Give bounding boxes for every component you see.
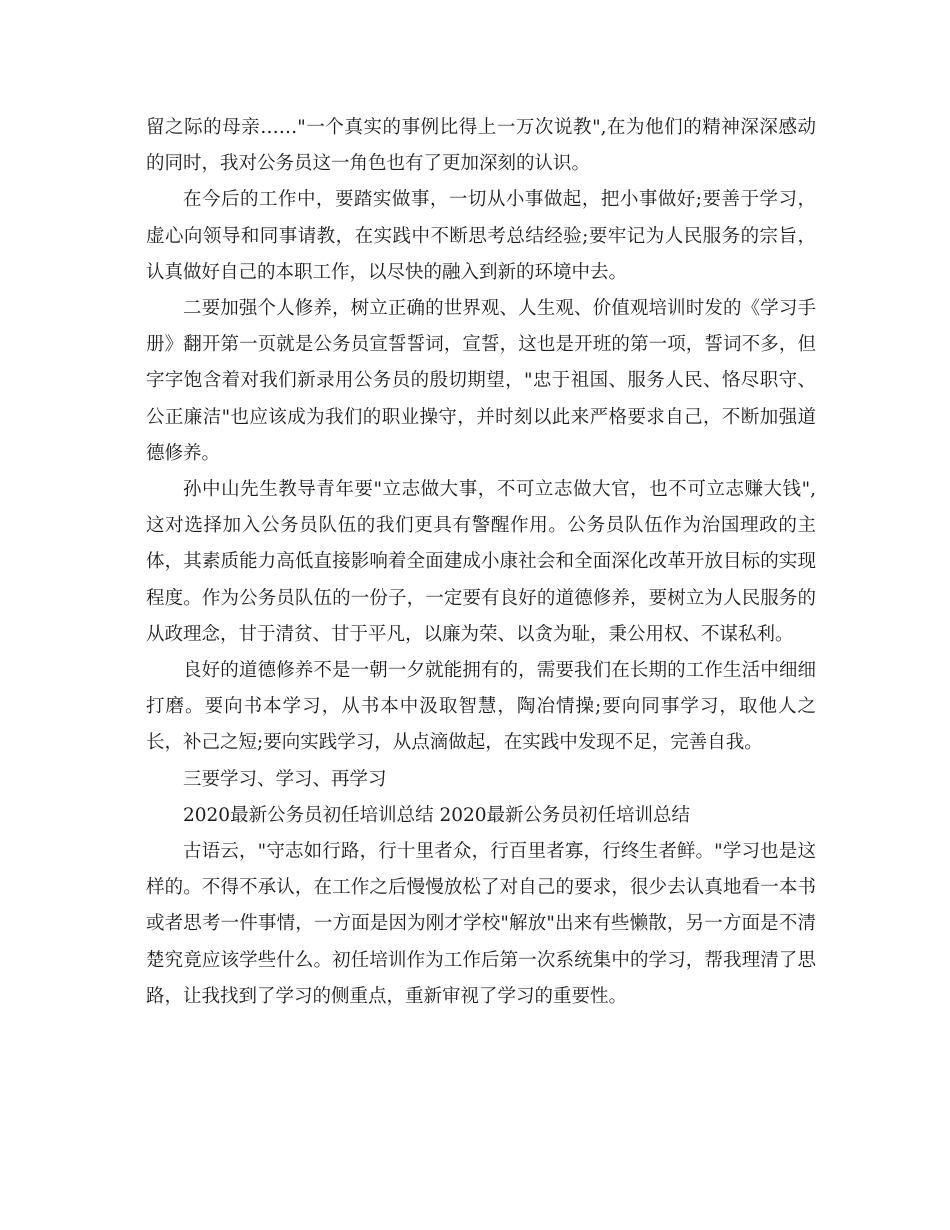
document-title-line: 2020最新公务员初任培训总结 2020最新公务员初任培训总结 [183,804,691,826]
paragraph-4: 孙中山先生教导青年要"立志做大事，不可立志做大官，也不可立志赚大钱",这对选择加入公务员队伍的我们更具有警醒作用。公务员队伍作为治国理政的主体，其素质能力高低直接影响着全面建成小康社会和全面深化改革开放目标的实现程度。作为公务员队伍的一份子，一定要有良好的道德修养，要树立为人民服务的从政理念，甘于清贫、甘于平凡，以廉为荣、以贪为耻，秉公用权、不谋私利。 [146,479,816,645]
document-body [146,110,816,1015]
section-heading: 三要学习、学习、再学习 [183,768,387,790]
paragraph-1: 留之际的母亲……"一个真实的事例比得上一万次说教",在为他们的精神深深感动的同时，我对公务员这一角色也有了更加深刻的认识。 [146,117,816,175]
paragraph-5: 良好的道德修养不是一朝一夕就能拥有的，需要我们在长期的工作生活中细细打磨。要向书本学习，从书本中汲取智慧，陶冶情操;要向同事学习，取他人之长，补己之短;要向实践学习，从点滴做起，在实践中发现不足，完善自我。 [146,660,816,754]
paragraph-2: 在今后的工作中，要踏实做事，一切从小事做起，把小事做好;要善于学习，虚心向领导和同事请教，在实践中不断思考总结经验;要牢记为人民服务的宗旨，认真做好自己的本职工作，以尽快的融入到新的环境中去。 [146,189,816,283]
paragraph-3: 二要加强个人修养，树立正确的世界观、人生观、价值观培训时发的《学习手册》翻开第一页就是公务员宣誓誓词，宣誓，这也是开班的第一项，誓词不多，但字字饱含着对我们新录用公务员的殷切期望，"忠于祖国、服务人民、恪尽职守、公正廉洁"也应该成为我们的职业操守，并时刻以此来严格要求自己，不断加强道德修养。 [146,298,816,464]
paragraph-6: 古语云，"守志如行路，行十里者众，行百里者寡，行终生者鲜。"学习也是这样的。不得不承认，在工作之后慢慢放松了对自己的要求，很少去认真地看一本书或者思考一件事情，一方面是因为刚才学校"解放"出来有些懒散，另一方面是不清楚究竟应该学些什么。初任培训作为工作后第一次系统集中的学习，帮我理清了思路，让我找到了学习的侧重点，重新审视了学习的重要性。 [146,841,816,1007]
